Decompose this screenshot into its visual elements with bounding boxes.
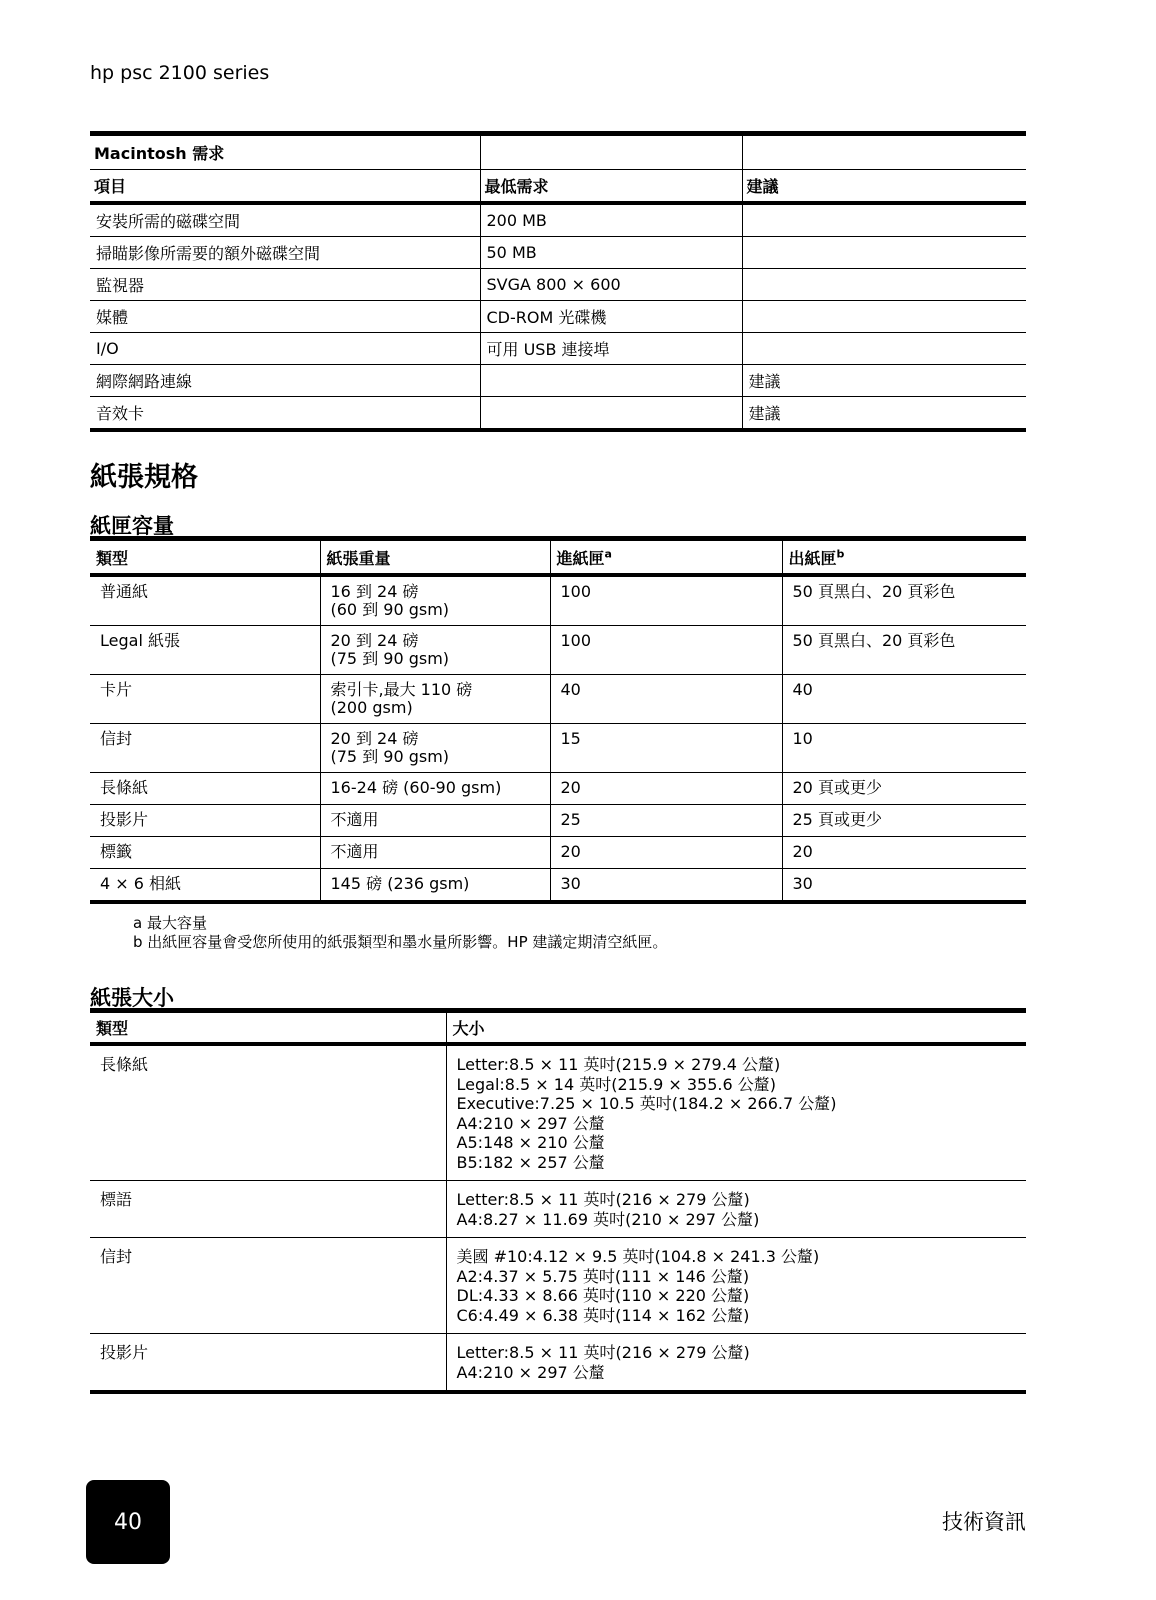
table-row [90,1334,1026,1393]
running-header: hp psc 2100 series [90,62,270,84]
table-row [90,269,1026,301]
cell-weight: 不適用 [320,837,550,869]
cell-type: 卡片 [90,675,320,724]
table-row [90,724,1026,773]
footnote-marker: b [836,547,845,561]
cell-recommended [742,333,1026,365]
section-heading-paper-spec: 紙張規格 [90,462,198,493]
page-number-badge [86,1480,170,1564]
table-row [90,575,1026,626]
table-row [90,301,1026,333]
table-row [90,773,1026,805]
subsection-heading-tray-capacity: 紙匣容量 [90,514,174,538]
cell-output: 30 [782,869,1026,903]
cell-output: 40 [782,675,1026,724]
cell-type: 標語 [90,1181,446,1238]
table-row [90,869,1026,903]
page-number: 40 [114,1509,142,1535]
cell-output: 25 頁或更少 [782,805,1026,837]
cell-type: 投影片 [90,805,320,837]
cell-input: 100 [550,575,782,626]
cell-input: 15 [550,724,782,773]
table-footnotes [133,914,667,952]
cell-weight: 20 到 24 磅 (75 到 90 gsm) [320,724,550,773]
cell-type: 長條紙 [90,773,320,805]
cell-minimum [480,365,742,397]
cell-input: 25 [550,805,782,837]
cell-type: 信封 [90,1238,446,1334]
cell-recommended [742,203,1026,237]
cell-weight: 16-24 磅 (60-90 gsm) [320,773,550,805]
cell-sizes: 美國 #10:4.12 × 9.5 英吋(104.8 × 241.3 公釐) A2:4.37 × 5.75 英吋(111 × 146 公釐) DL:4.33 × 8.66 英吋(110 × 220 公釐) C6:4.49 × 6.38 英吋(114 × 162 公釐) [446,1238,1026,1334]
cell-input: 20 [550,837,782,869]
cell-recommended [742,237,1026,269]
table-row [90,675,1026,724]
cell-type: 信封 [90,724,320,773]
cell-type: Legal 紙張 [90,626,320,675]
cell-input: 30 [550,869,782,903]
cell-output: 50 頁黑白、20 頁彩色 [782,626,1026,675]
table-row [90,1181,1026,1238]
paper-size-table [90,1008,1026,1394]
table-row [90,365,1026,397]
table-row [90,397,1026,431]
cell-recommended [742,301,1026,333]
cell-minimum: 50 MB [480,237,742,269]
table-row [90,837,1026,869]
cell-item: 音效卡 [90,397,480,431]
cell-weight: 16 到 24 磅 (60 到 90 gsm) [320,575,550,626]
cell-output: 20 頁或更少 [782,773,1026,805]
table-row [90,203,1026,237]
macintosh-requirements-table [90,131,1026,432]
cell-sizes: Letter:8.5 × 11 英吋(216 × 279 公釐) A4:8.27 × 11.69 英吋(210 × 297 公釐) [446,1181,1026,1238]
cell-output: 10 [782,724,1026,773]
cell-output: 20 [782,837,1026,869]
cell-recommended: 建議 [742,397,1026,431]
footnote-marker: a [604,547,612,561]
cell-type: 投影片 [90,1334,446,1393]
cell-item: 媒體 [90,301,480,333]
table-row [90,237,1026,269]
table-row [90,626,1026,675]
footnote: a 最大容量 [133,914,207,932]
column-header: 最低需求 [480,170,742,204]
column-header: 出紙匣$^b$ [782,539,1026,576]
cell-minimum [480,397,742,431]
table-row [90,1238,1026,1334]
cell-sizes: Letter:8.5 × 11 英吋(215.9 × 279.4 公釐) Legal:8.5 × 14 英吋(215.9 × 355.6 公釐) Executive:7.25 × 10.5 英吋(184.2 × 266.7 公釐) A4:210 × 297 公釐 A5:148 × 210 公釐 B5:182 × 257 公釐 [446,1044,1026,1181]
cell-recommended: 建議 [742,365,1026,397]
cell-item: I/O [90,333,480,365]
cell-type: 標籤 [90,837,320,869]
cell-weight: 索引卡,最大 110 磅 (200 gsm) [320,675,550,724]
cell-minimum: 可用 USB 連接埠 [480,333,742,365]
subsection-heading-paper-size: 紙張大小 [90,986,174,1010]
table-caption: Macintosh 需求 [94,144,225,163]
column-header: 建議 [742,170,1026,204]
cell-weight: 145 磅 (236 gsm) [320,869,550,903]
column-header: 大小 [446,1011,1026,1045]
cell-input: 20 [550,773,782,805]
column-header: 進紙匣$^a$ [550,539,782,576]
cell-type: 4 × 6 相紙 [90,869,320,903]
cell-item: 網際網路連線 [90,365,480,397]
cell-item: 監視器 [90,269,480,301]
cell-type: 長條紙 [100,1055,149,1074]
column-header: 類型 [90,539,320,576]
cell-minimum: CD-ROM 光碟機 [480,301,742,333]
footnote: b 出紙匣容量會受您所使用的紙張類型和墨水量所影響。HP 建議定期清空紙匣。 [133,933,668,951]
tray-capacity-table [90,536,1026,904]
cell-type: 普通紙 [100,582,149,601]
table-row [90,805,1026,837]
cell-minimum: SVGA 800 × 600 [480,269,742,301]
cell-minimum: 200 MB [480,203,742,237]
cell-weight: 不適用 [320,805,550,837]
column-header: 類型 [90,1011,446,1045]
cell-output: 50 頁黑白、20 頁彩色 [782,575,1026,626]
cell-item: 安裝所需的磁碟空間 [90,203,480,237]
cell-recommended [742,269,1026,301]
cell-sizes: Letter:8.5 × 11 英吋(216 × 279 公釐) A4:210 × 297 公釐 [446,1334,1026,1393]
cell-item: 掃瞄影像所需要的額外磁碟空間 [90,237,480,269]
footer-section-name: 技術資訊 [942,1510,1026,1534]
column-header: 項目 [90,170,480,204]
cell-weight: 20 到 24 磅 (75 到 90 gsm) [320,626,550,675]
table-row [90,333,1026,365]
column-header: 紙張重量 [320,539,550,576]
table-row [90,1044,1026,1181]
cell-input: 40 [550,675,782,724]
cell-input: 100 [550,626,782,675]
